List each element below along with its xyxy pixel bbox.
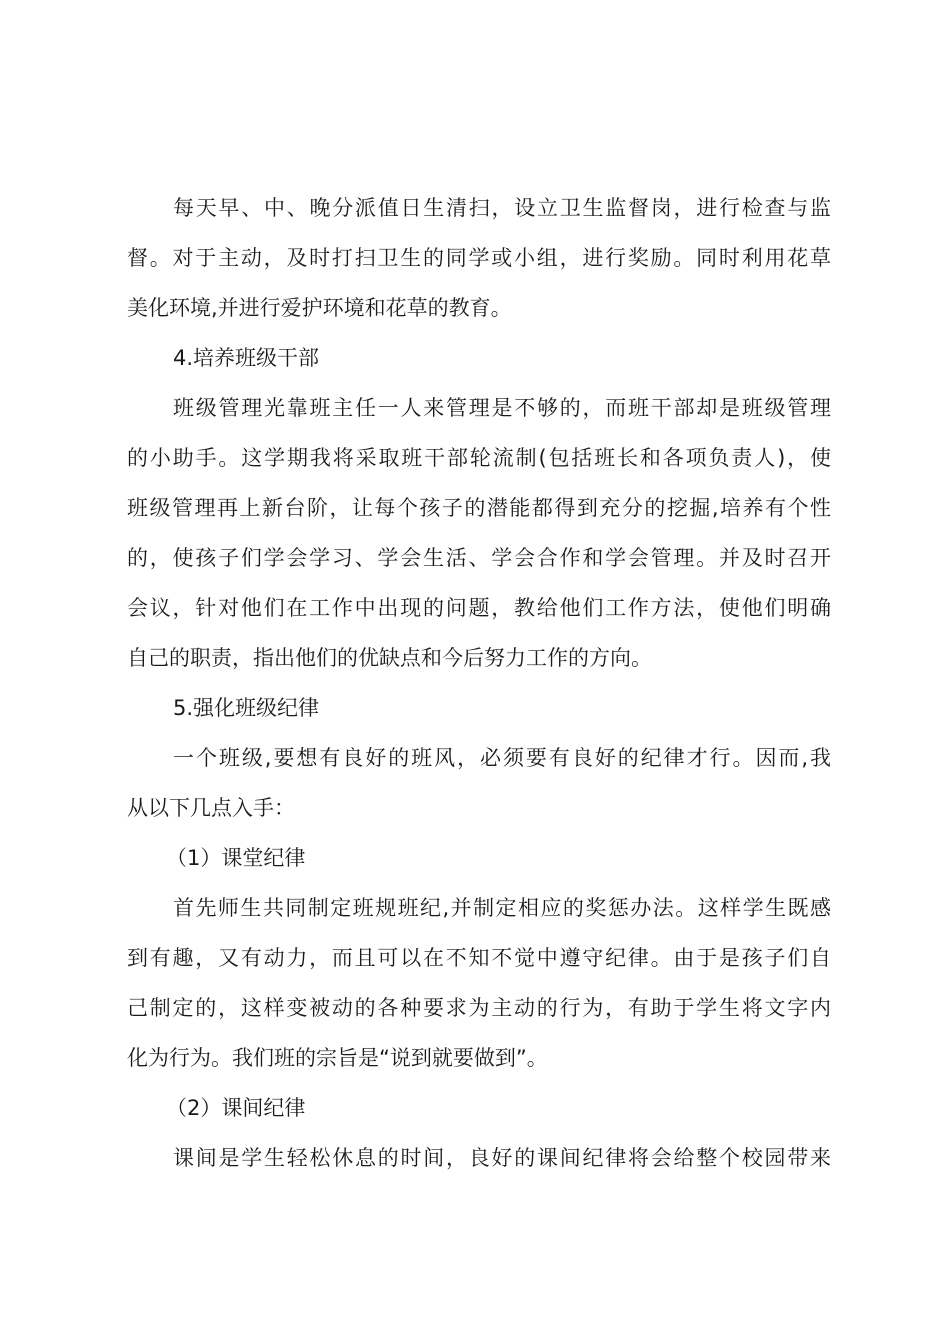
paragraph-line: 班级管理光靠班主任一人来管理是不够的，而班干部却是班级管理 [173,396,831,420]
paragraph-line: 自己的职责，指出他们的优缺点和今后努力工作的方向。 [127,646,652,670]
paragraph-line: 首先师生共同制定班规班纪,并制定相应的奖惩办法。这样学生既感 [173,896,831,920]
paragraph-line: 会议，针对他们在工作中出现的问题，教给他们工作方法，使他们明确 [127,596,831,620]
paragraph-line: 从以下几点入手： [127,796,295,820]
paragraph-line: 一个班级,要想有良好的班风，必须要有良好的纪律才行。因而,我 [173,746,831,770]
paragraph-line: 的，使孩子们学会学习、学会生活、学会合作和学会管理。并及时召开 [127,546,831,570]
subsection-heading: （1）课堂纪律 [166,846,306,870]
paragraph-line: 化为行为。我们班的宗旨是“说到就要做到”。 [127,1046,548,1070]
paragraph-line: 督。对于主动，及时打扫卫生的同学或小组，进行奖励。同时利用花草 [127,246,831,270]
paragraph-line: 每天早、中、晚分派值日生清扫，设立卫生监督岗，进行检查与监 [173,196,831,220]
paragraph-line: 己制定的，这样变被动的各种要求为主动的行为，有助于学生将文字内 [127,996,831,1020]
section-heading: 4.培养班级干部 [173,346,320,370]
paragraph-line: 美化环境,并进行爱护环境和花草的教育。 [127,296,512,320]
paragraph-line: 到有趣，又有动力，而且可以在不知不觉中遵守纪律。由于是孩子们自 [127,946,831,970]
paragraph-line: 课间是学生轻松休息的时间，良好的课间纪律将会给整个校园带来 [173,1146,831,1170]
paragraph-line: 班级管理再上新台阶，让每个孩子的潜能都得到充分的挖掘,培养有个性 [127,496,831,520]
paragraph-line: 的小助手。这学期我将采取班干部轮流制(包括班长和各项负责人)，使 [127,446,831,470]
subsection-heading: （2）课间纪律 [166,1096,306,1120]
section-heading: 5.强化班级纪律 [173,696,320,720]
